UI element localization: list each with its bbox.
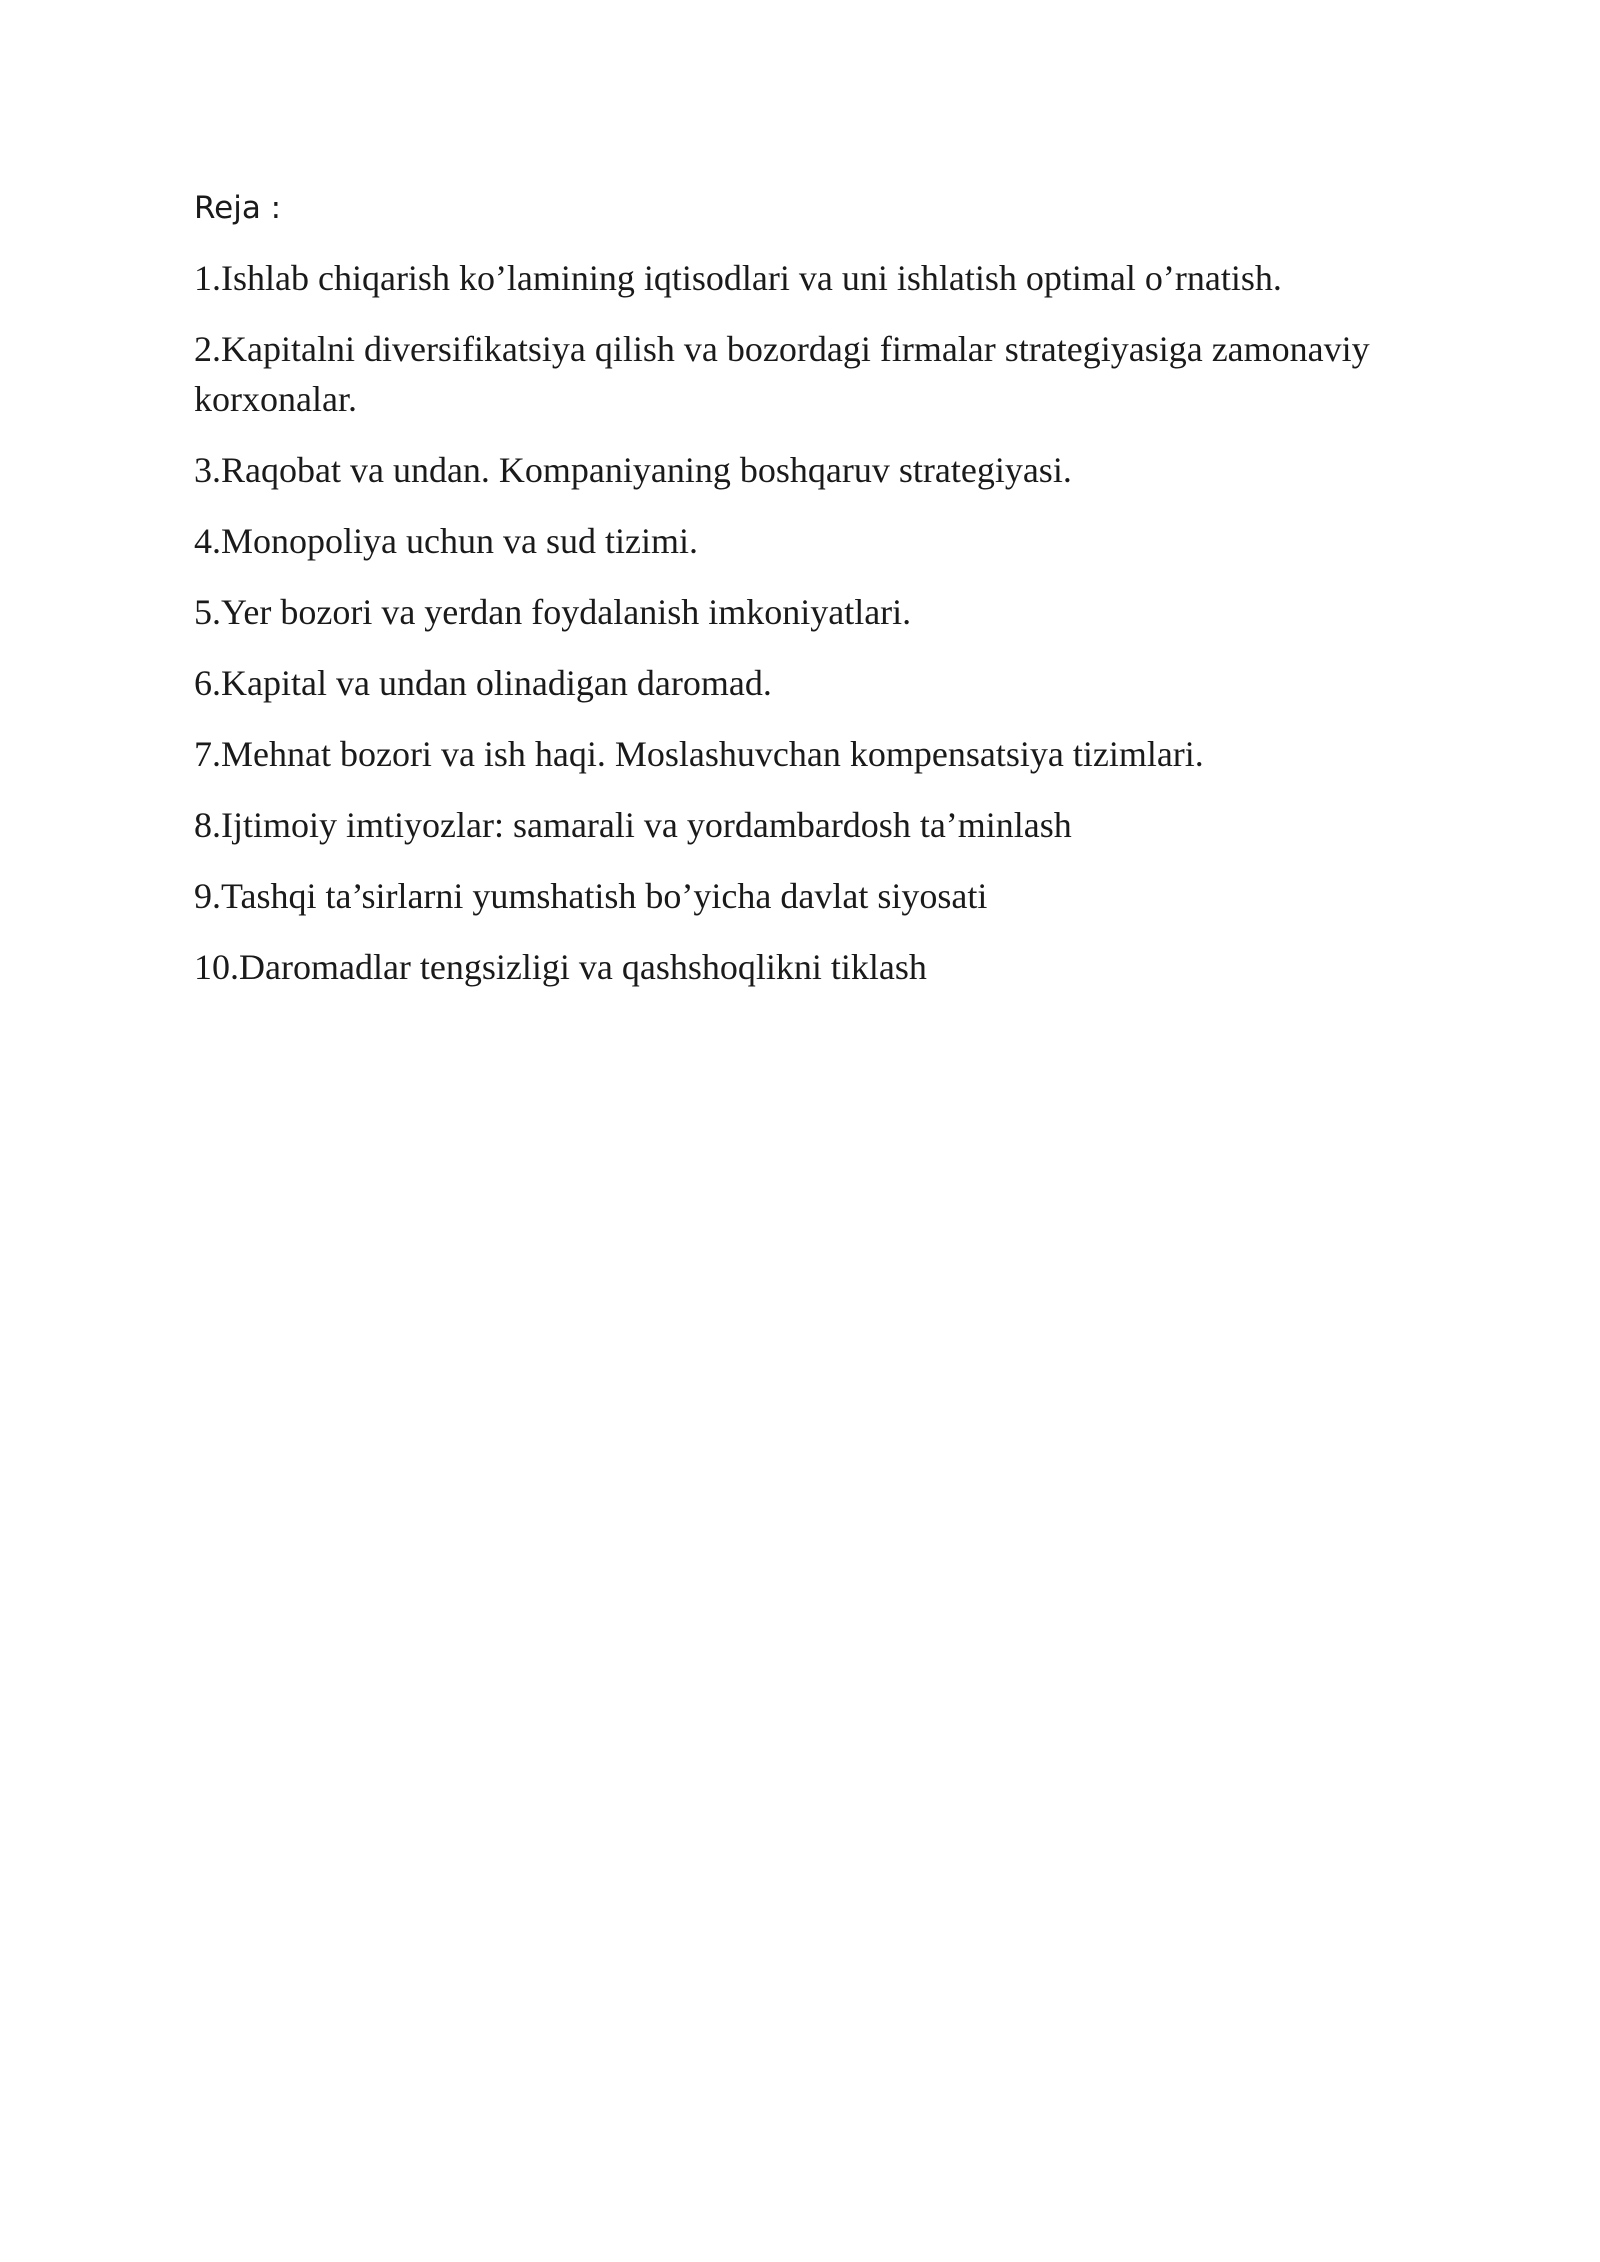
plan-heading: Reja : xyxy=(194,190,282,226)
plan-item-8: 8.Ijtimoiy imtiyozlar: samarali va yordambardosh ta’minlash xyxy=(194,805,1072,846)
plan-item-9: 9.Tashqi ta’sirlarni yumshatish bo’yicha davlat siyosati xyxy=(194,876,988,917)
plan-item-5: 5.Yer bozori va yerdan foydalanish imkoniyatlari. xyxy=(194,592,912,633)
plan-item-6: 6.Kapital va undan olinadigan daromad. xyxy=(194,663,772,704)
plan-list xyxy=(194,253,1454,992)
document-content xyxy=(194,190,1454,1013)
plan-item-7: 7.Mehnat bozori va ish haqi. Moslashuvchan kompensatsiya tizimlari. xyxy=(194,734,1204,775)
plan-item-1: 1.Ishlab chiqarish ko’lamining iqtisodlari va uni ishlatish optimal o’rnatish. xyxy=(194,258,1282,299)
plan-item-10: 10.Daromadlar tengsizligi va qashshoqlikni tiklash xyxy=(194,947,927,988)
plan-item-4: 4.Monopoliya uchun va sud tizimi. xyxy=(194,521,698,562)
plan-item-2: 2.Kapitalni diversifikatsiya qilish va bozordagi firmalar strategiyasiga zamonaviy korxonalar. xyxy=(194,329,1370,420)
plan-item-3: 3.Raqobat va undan. Kompaniyaning boshqaruv strategiyasi. xyxy=(194,450,1072,491)
